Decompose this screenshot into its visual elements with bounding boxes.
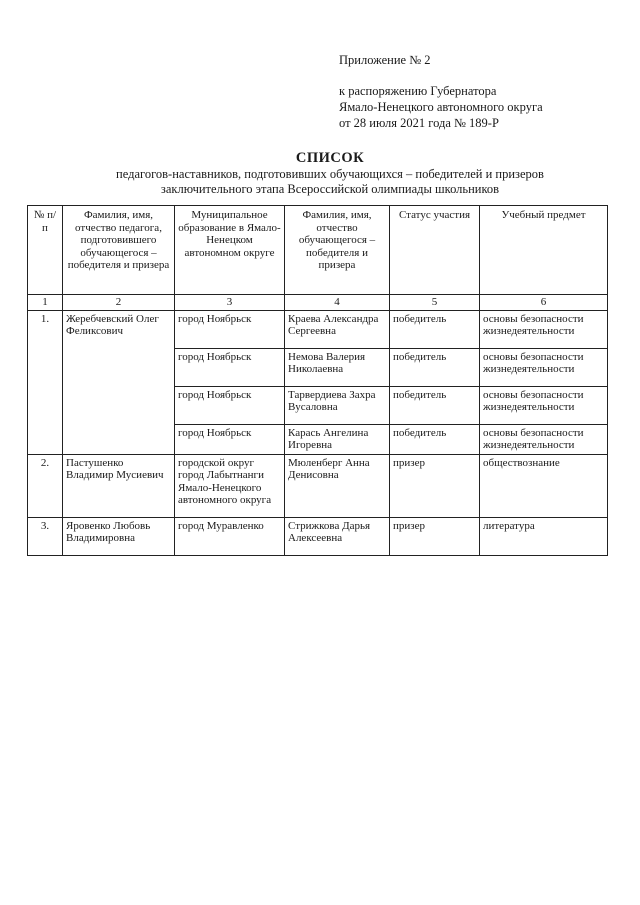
column-number: 5 [390, 295, 480, 311]
column-number: 2 [63, 295, 175, 311]
row-number: 3. [28, 517, 63, 555]
teacher-name: Пастушенко Владимир Мусиевич [63, 454, 175, 517]
status: призер [390, 517, 480, 555]
municipality: городской округ город Лабытнанги Ямало-Ненецкого автономного округа [175, 454, 285, 517]
status: призер [390, 454, 480, 517]
municipality: город Ноябрьск [175, 424, 285, 454]
document-title [30, 150, 630, 197]
status: победитель [390, 348, 480, 386]
student-name: Тарвердиева Захра Вусаловна [285, 386, 390, 424]
subject: литература [480, 517, 608, 555]
column-number: 6 [480, 295, 608, 311]
title-main: СПИСОК [295, 150, 365, 166]
subject: обществознание [480, 454, 608, 517]
student-name: Мюленберг Анна Денисовна [285, 454, 390, 517]
appendix-number: Приложение № 2 [339, 53, 431, 67]
table-header-row [28, 206, 608, 295]
column-number: 1 [28, 295, 63, 311]
teacher-name: Жеребчевский Олег Феликсович [63, 310, 175, 454]
student-name: Карась Ангелина Игоревна [285, 424, 390, 454]
appendix-note [339, 52, 543, 131]
table-row [28, 310, 608, 348]
municipality: город Ноябрьск [175, 348, 285, 386]
student-name: Немова Валерия Николаевна [285, 348, 390, 386]
header-teacher: Фамилия, имя, отчество педагога, подготовившего обучающегося – победителя и призера [63, 206, 175, 295]
subject: основы безопасности жизнедеятельности [480, 386, 608, 424]
appendix-order-ref: к распоряжению Губернатора [339, 84, 497, 98]
title-subtitle-line1: педагогов-наставников, подготовивших обучающихся – победителей и призеров [116, 167, 544, 181]
subject: основы безопасности жизнедеятельности [480, 348, 608, 386]
status: победитель [390, 386, 480, 424]
header-number: № п/п [28, 206, 63, 295]
appendix-date: от 28 июля 2021 года № 189-Р [339, 116, 499, 130]
row-number: 2. [28, 454, 63, 517]
table-row [28, 454, 608, 517]
header-municipality: Муниципальное образование в Ямало-Ненецком автономном округе [175, 206, 285, 295]
column-number: 3 [175, 295, 285, 311]
subject: основы безопасности жизнедеятельности [480, 424, 608, 454]
row-number: 1. [28, 310, 63, 454]
winners-table [27, 205, 608, 556]
column-number-row [28, 295, 608, 311]
appendix-region: Ямало-Ненецкого автономного округа [339, 100, 543, 114]
header-subject: Учебный предмет [480, 206, 608, 295]
student-name: Стрижкова Дарья Алексеевна [285, 517, 390, 555]
subject: основы безопасности жизнедеятельности [480, 310, 608, 348]
teacher-name: Яровенко Любовь Владимировна [63, 517, 175, 555]
table-row [28, 517, 608, 555]
status: победитель [390, 310, 480, 348]
column-number: 4 [285, 295, 390, 311]
municipality: город Ноябрьск [175, 310, 285, 348]
student-name: Краева Александра Сергеевна [285, 310, 390, 348]
title-subtitle-line2: заключительного этапа Всероссийской олимпиады школьников [160, 182, 500, 196]
municipality: город Ноябрьск [175, 386, 285, 424]
status: победитель [390, 424, 480, 454]
header-student: Фамилия, имя, отчество обучающегося – победителя и призера [285, 206, 390, 295]
header-status: Статус участия [390, 206, 480, 295]
municipality: город Муравленко [175, 517, 285, 555]
